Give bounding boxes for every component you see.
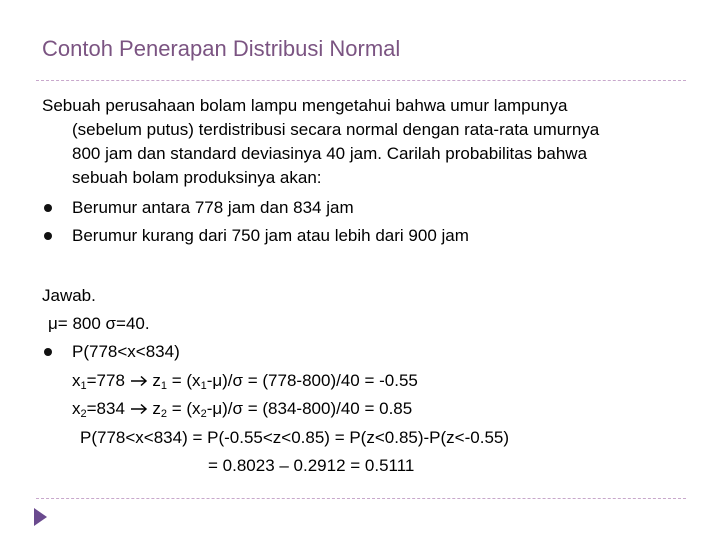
- calc-line-1: [72, 369, 418, 393]
- top-divider: [36, 80, 686, 81]
- bullet-icon: [44, 232, 52, 240]
- x-variable: x: [72, 371, 81, 390]
- answer-heading: Jawab.: [42, 286, 96, 305]
- bullet-icon: [44, 348, 52, 356]
- formula-part-b: -μ)/σ = (778-800)/40 = -0.55: [206, 371, 418, 390]
- x-value: =778: [86, 371, 125, 390]
- formula-part-b: -μ)/σ = (834-800)/40 = 0.85: [206, 399, 413, 418]
- calc-line-2: [72, 397, 412, 421]
- answer-bullet: P(778<x<834): [72, 342, 180, 361]
- result-line: = 0.8023 – 0.2912 = 0.5111: [208, 456, 415, 475]
- formula-part-a: = (x: [167, 371, 201, 390]
- slide-title: Contoh Penerapan Distribusi Normal: [42, 36, 401, 61]
- problem-line-2: (sebelum putus) terdistribusi secara normal dengan rata-rata umurnya: [72, 120, 600, 139]
- formula-subscript: 2: [200, 408, 207, 420]
- z-variable: z: [152, 371, 161, 390]
- x-value: =834: [86, 399, 125, 418]
- z-variable: z: [152, 399, 161, 418]
- formula-subscript: 1: [200, 380, 207, 392]
- bottom-divider: [36, 498, 686, 499]
- probability-line: P(778<x<834) = P(-0.55<z<0.85) = P(z<0.85)-P(z<-0.55): [80, 428, 510, 447]
- play-arrow-icon: [34, 508, 47, 526]
- problem-bullet-2: Berumur kurang dari 750 jam atau lebih dari 900 jam: [72, 226, 469, 245]
- formula-part-a: = (x: [167, 399, 201, 418]
- bullet-icon: [44, 204, 52, 212]
- x-subscript: 1: [80, 380, 87, 392]
- x-variable: x: [72, 399, 81, 418]
- arrow-right-icon: [130, 403, 148, 415]
- problem-line-1: Sebuah perusahaan bolam lampu mengetahui bahwa umur lampunya: [42, 96, 568, 115]
- x-subscript: 2: [80, 408, 87, 420]
- z-subscript: 2: [160, 408, 168, 420]
- problem-bullet-1: Berumur antara 778 jam dan 834 jam: [72, 198, 354, 217]
- problem-line-3: 800 jam dan standard deviasinya 40 jam. Carilah probabilitas bahwa: [72, 144, 588, 163]
- z-subscript: 1: [160, 380, 168, 392]
- problem-line-4: sebuah bolam produksinya akan:: [72, 168, 322, 187]
- answer-params: μ= 800 σ=40.: [48, 314, 150, 333]
- arrow-right-icon: [130, 375, 148, 387]
